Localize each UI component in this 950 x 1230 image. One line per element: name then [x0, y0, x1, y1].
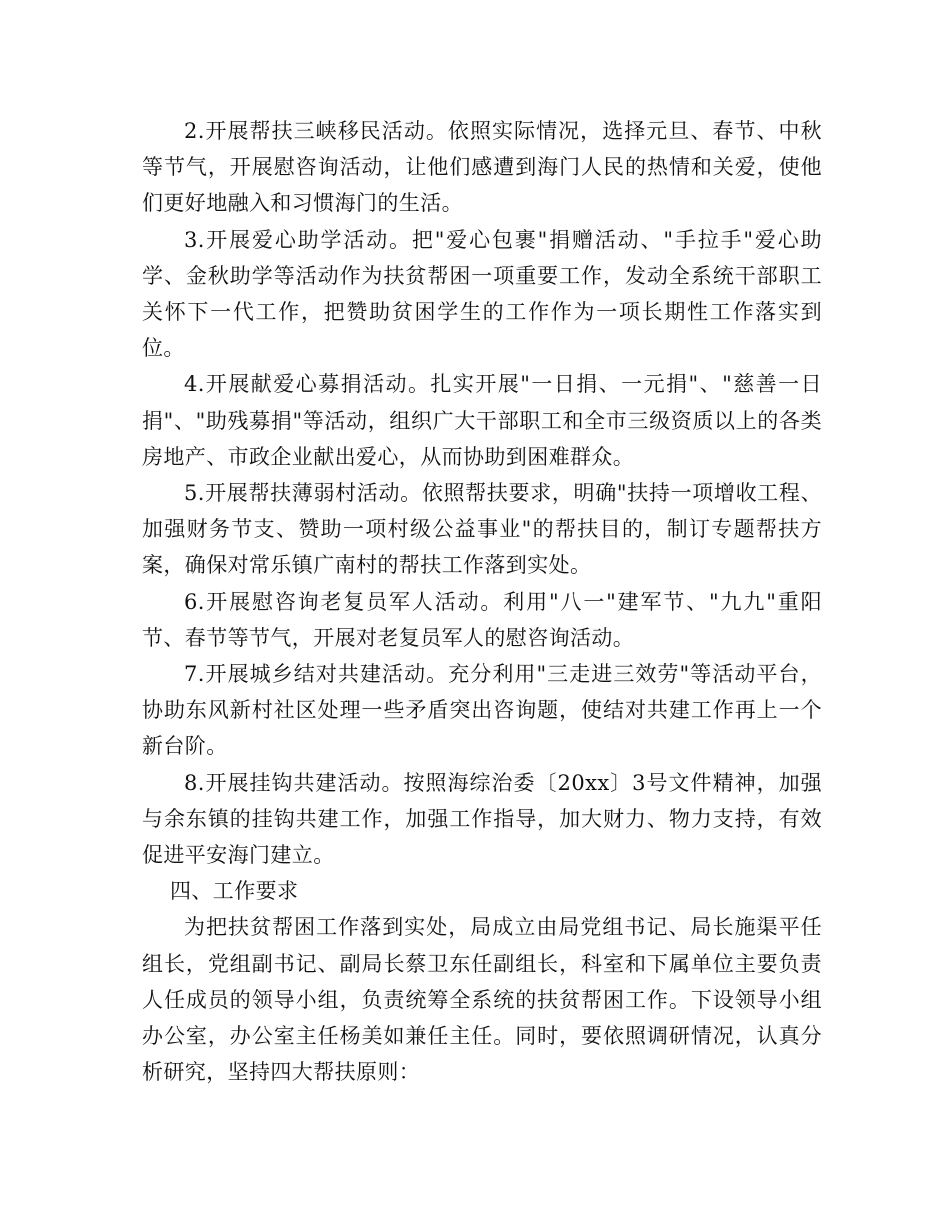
- paragraph-item-2: 2.开展帮扶三峡移民活动。依照实际情况，选择元旦、春节、中秋等节气，开展慰咨询活动，让他们感遭到海门人民的热情和关爱，使他们更好地融入和习惯海门的生活。: [142, 119, 822, 216]
- document-body: [142, 113, 822, 1090]
- paragraph-item-4: 4.开展献爱心募捐活动。扎实开展"一日捐、一元捐"、"慈善一日捐"、"助残募捐"等活动，组织广大干部职工和全市三级资质以上的各类房地产、市政企业献出爱心，从而协助到困难群众。: [142, 372, 822, 469]
- closing-paragraph: 为把扶贫帮困工作落到实处，局成立由局党组书记、局长施渠平任组长，党组副书记、副局长蔡卫东任副组长，科室和下属单位主要负责人任成员的领导小组，负责统筹全系统的扶贫帮困工作。下设领导小组办公室，办公室主任杨美如兼任主任。同时，要依照调研情况，认真分析研究，坚持四大帮扶原则：: [142, 915, 822, 1085]
- paragraph-item-3: 3.开展爱心助学活动。把"爱心包裹"捐赠活动、"手拉手"爱心助学、金秋助学等活动作为扶贫帮困一项重要工作，发动全系统干部职工关怀下一代工作，把赞助贫困学生的工作作为一项长期性工作落实到位。: [142, 227, 822, 361]
- section-heading: 四、工作要求: [170, 879, 299, 904]
- paragraph-item-6: 6.开展慰咨询老复员军人活动。利用"八一"建军节、"九九"重阳节、春节等节气，开展对老复员军人的慰咨询活动。: [142, 589, 822, 650]
- paragraph-item-7: 7.开展城乡结对共建活动。充分利用"三走进三效劳"等活动平台，协助东风新村社区处理一些矛盾突出咨询题，使结对共建工作再上一个新台阶。: [142, 662, 822, 759]
- paragraph-item-8: 8.开展挂钩共建活动。按照海综治委〔20xx〕3号文件精神，加强与余东镇的挂钩共建工作，加强工作指导，加大财力、物力支持，有效促进平安海门建立。: [142, 770, 822, 868]
- paragraph-item-5: 5.开展帮扶薄弱村活动。依照帮扶要求，明确"扶持一项增收工程、加强财务节支、赞助一项村级公益事业"的帮扶目的，制订专题帮扶方案，确保对常乐镇广南村的帮扶工作落到实处。: [142, 481, 822, 578]
